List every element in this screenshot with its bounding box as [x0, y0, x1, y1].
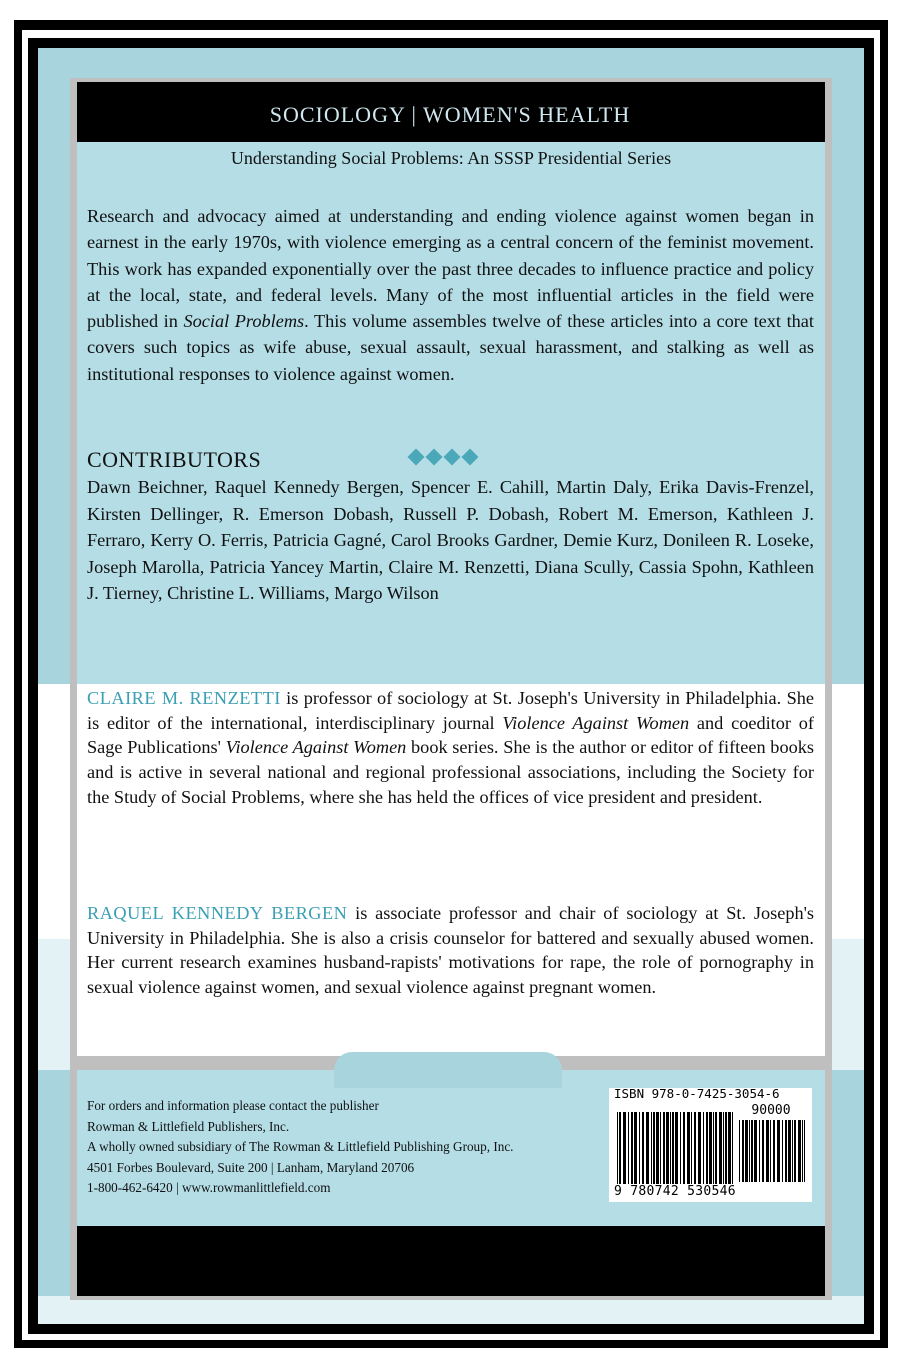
author-bio-renzetti [87, 686, 814, 810]
series-title: Understanding Social Problems: An SSSP Presidential Series [230, 148, 672, 168]
price-code: 90000 [751, 1103, 791, 1118]
publisher-line: A wholly owned subsidiary of The Rowman & Littlefield Publishing Group, Inc. [87, 1139, 514, 1155]
isbn-label: ISBN 978-0-7425-3054-6 [614, 1086, 780, 1101]
bottom-pale-band [38, 1296, 864, 1324]
diamond-icon [462, 449, 479, 466]
journal-title: Violence Against Women [502, 712, 690, 733]
author-bio-bergen [87, 901, 814, 1000]
author-name: RAQUEL KENNEDY BERGEN [87, 903, 348, 923]
bio-text: is associate professor and chair of sociology at St. Joseph's University in Philadelphia. She is also a crisis counselor for battered and sexually abused women. Her current research examines husband-rapists' motivations for rape, the role of pornography in sexual violence against women, and sexual violence against pregnant women. [87, 903, 815, 998]
panel-tab [334, 1052, 562, 1088]
category-label: SOCIOLOGY | WOMEN'S HEALTH [230, 88, 670, 138]
diamond-icon [408, 449, 425, 466]
series-title-italic: Violence Against Women [225, 737, 407, 758]
publisher-info [87, 1096, 607, 1199]
author-name: CLAIRE M. RENZETTI [87, 688, 281, 708]
publisher-line: For orders and information please contact the publisher [87, 1098, 379, 1113]
publisher-address: 4501 Forbes Boulevard, Suite 200 | Lanham, Maryland 20706 [87, 1159, 415, 1175]
description-part1: Research and advocacy aimed at understanding and ending violence against women began in earnest in the early 1970s, with violence emerging as a central concern of the feminist movement. This work has expanded exponentially over the past three decades to influence practice and policy at the local, state, and federal levels. Many of the most influential articles in the field were published in [87, 206, 814, 332]
publisher-name: Rowman & Littlefield Publishers, Inc. [87, 1118, 290, 1134]
bio-text: and coeditor of Sage Publications' [87, 712, 814, 758]
contributors-list: Dawn Beichner, Raquel Kennedy Bergen, Spencer E. Cahill, Martin Daly, Erika Davis-Frenzel, Kirsten Dellinger, R. Emerson Dobash, Russell P. Dobash, Robert M. Emerson, Kathleen J. Ferraro, Kerry O. Ferris, Patricia Gagné, Carol Brooks Gardner, Demie Kurz, Donileen R. Loseke, Joseph Marolla, Patricia Yancey Martin, Claire M. Renzetti, Diana Scully, Cassia Spohn, Kathleen J. Tierney, Christine L. Williams, Margo Wilson [87, 477, 814, 603]
book-description [87, 203, 814, 387]
diamond-ornament-icon [410, 450, 482, 468]
publisher-contact: 1-800-462-6420 | www.rowmanlittlefield.com [87, 1180, 331, 1196]
bio-text: book series. She is the author or editor of fifteen books and is active in several national and regional professional associations, including the Society for the Study of Social Problems, where she has held the offices of vice president and president. [87, 737, 814, 807]
bio-text: is professor of sociology at St. Joseph's University in Philadelphia. She is editor of the international, interdisciplinary journal [87, 688, 814, 733]
journal-title: Social Problems [183, 311, 305, 332]
contributors-heading: CONTRIBUTORS [87, 447, 262, 472]
diamond-icon [426, 449, 443, 466]
description-part2: . This volume assembles twelve of these articles into a core text that covers such topics as wife abuse, sexual assault, sexual harassment, and stalking as well as institutional responses to violence against women. [87, 311, 814, 384]
barcode-digits: 9 780742 530546 [614, 1184, 736, 1199]
diamond-icon [444, 449, 461, 466]
bottom-black-bar [77, 1226, 825, 1296]
